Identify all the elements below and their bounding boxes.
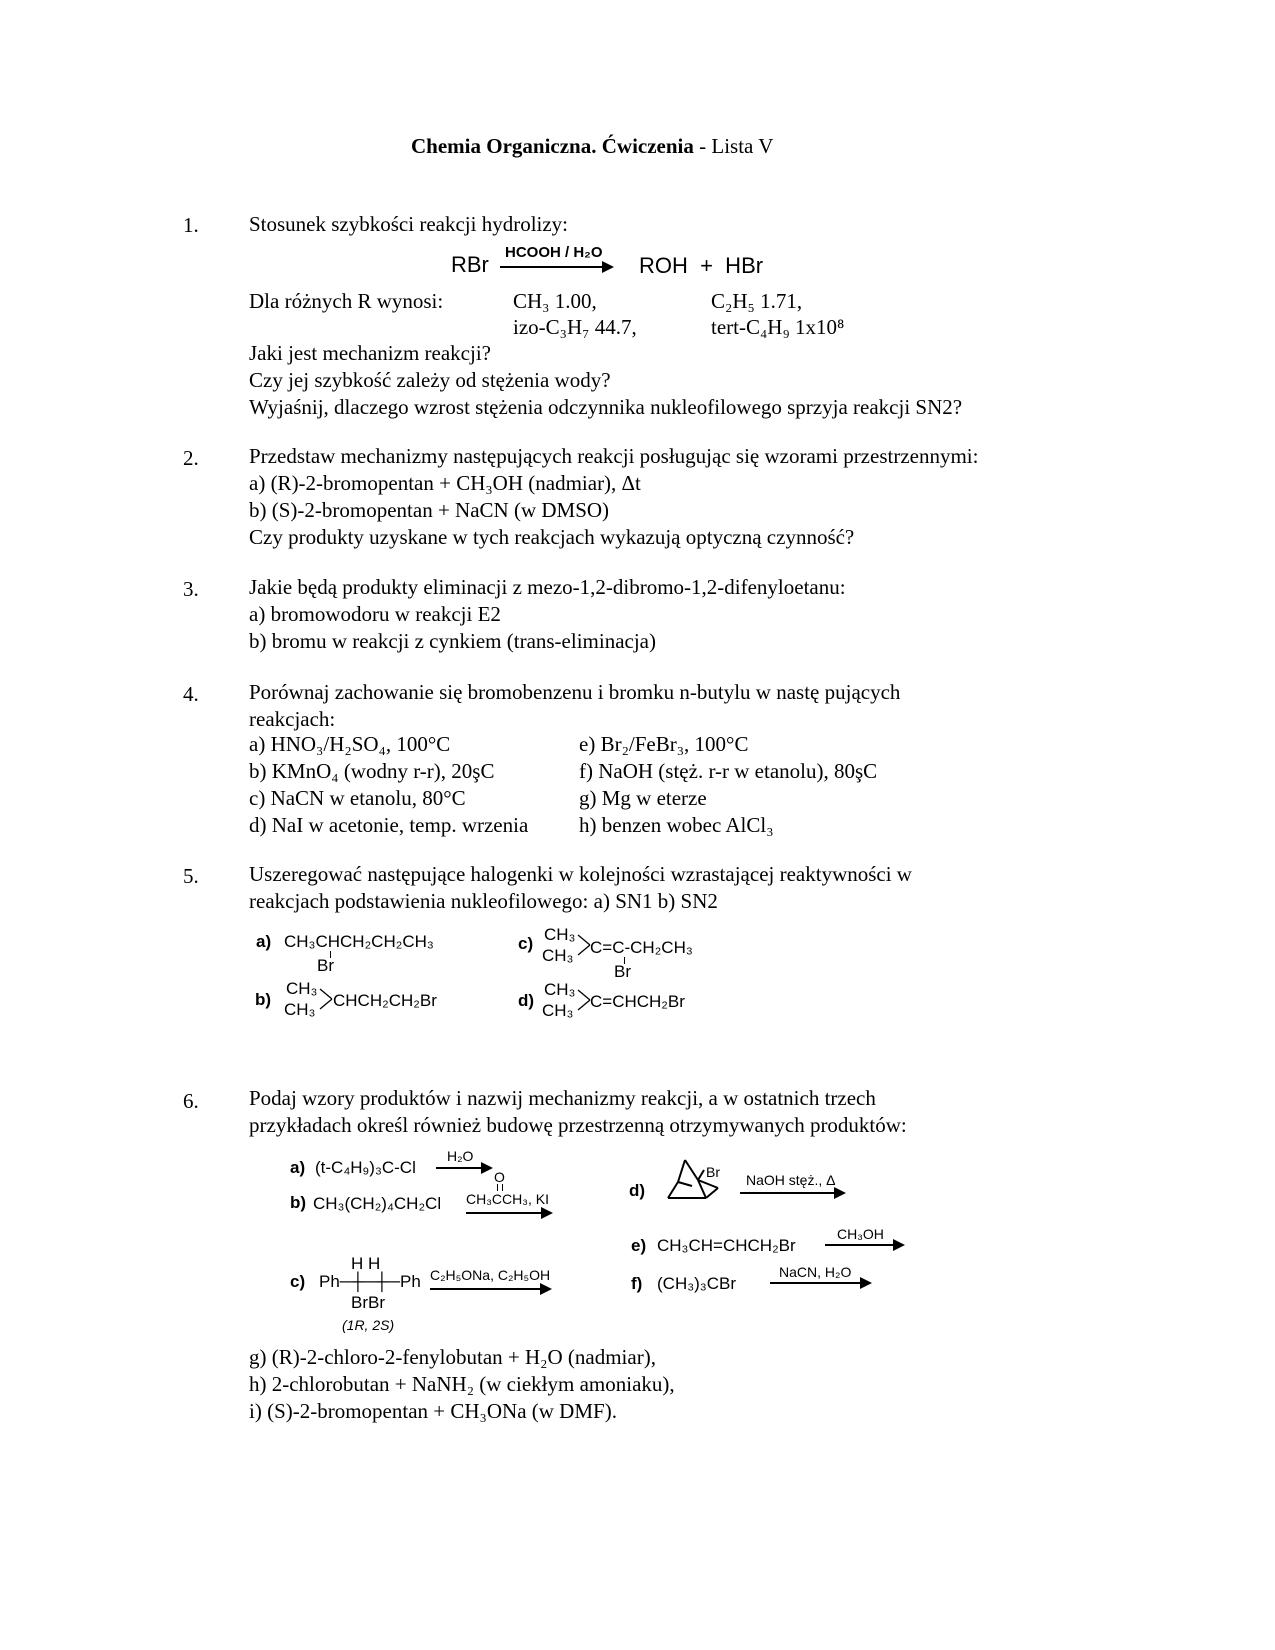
q4-col-right (579, 731, 877, 839)
q5-b-chain: CHCH₂CH₂Br (333, 991, 437, 1010)
q6-e-label: e) (631, 1236, 647, 1255)
q6-f-reagent: NaCN, H₂O (779, 1264, 852, 1280)
q4-item: b) KMnO₄ (wodny r-r), 20şC (249, 759, 495, 783)
q6-b-carbonyl-bond (497, 1184, 503, 1191)
q6-d-arrow (740, 1192, 844, 1194)
q4-intro (249, 679, 900, 733)
q6-e-formula: CH₃CH=CHCH₂Br (657, 1236, 796, 1255)
q1-number: 1. (183, 213, 199, 237)
page-title (411, 134, 773, 159)
q4-intro-line2: reakcjach: (249, 707, 336, 731)
title-list: Lista V (711, 134, 774, 158)
q6-intro (249, 1085, 907, 1139)
q2-number: 2. (183, 446, 199, 470)
q5-b-ch3-top: CH₃ (286, 979, 318, 998)
q4-item: c) NaCN w etanolu, 80°C (249, 786, 466, 810)
q6-c-label: c) (290, 1272, 306, 1291)
q4-item: g) Mg w eterze (579, 786, 707, 810)
q1-reaction-arrow (500, 266, 612, 268)
q6-d-br: Br (706, 1164, 720, 1180)
q1-reagent: HCOOH / H₂O (505, 244, 603, 261)
q1-rate-ch3: CH₃ 1.00, (513, 289, 597, 313)
q6-b-formula: CH₃(CH₂)₄CH₂Cl (313, 1194, 442, 1213)
q5-d-chain: C=CHCH₂Br (590, 992, 685, 1011)
q4-item: d) NaI w acetonie, temp. wrzenia (249, 813, 529, 837)
q6-d-reagent: NaOH stęż., Δ (746, 1172, 836, 1188)
q6-item-h: h) 2-chlorobutan + NaNH₂ (w ciekłym amoniaku), (249, 1372, 675, 1396)
q5-a-label: a) (256, 932, 272, 951)
q4-item: a) HNO₃/H₂SO₄, 100°C (249, 732, 451, 756)
q4-number: 4. (183, 682, 199, 706)
q1-intro: Stosunek szybkości reakcji hydrolizy: (249, 212, 569, 236)
q6-c-formula: Ph─┼─┼─Ph (319, 1272, 421, 1291)
q4-col-left (249, 731, 528, 839)
q1-question-b: Czy jej szybkość zależy od stężenia wody? (249, 368, 611, 392)
q6-c-hydrogens: H H (351, 1254, 381, 1273)
q6-c-bromines: BrBr (351, 1293, 385, 1312)
q6-number: 6. (183, 1089, 199, 1113)
q6-a-formula: (t-C₄H₉)₃C-Cl (315, 1158, 416, 1177)
q4-intro-line1: Porównaj zachowanie się bromobenzenu i bromku n-butylu w nastę pujących (249, 680, 901, 704)
q3-item-a: a) bromowodoru w reakcji E2 (249, 602, 501, 626)
q2-item-b: b) (S)-2-bromopentan + NaCN (w DMSO) (249, 498, 610, 522)
q1-reactant: RBr (451, 252, 489, 277)
q1-rate-label: Dla różnych R wynosi: (249, 289, 444, 313)
q6-b-carbonyl-o: O (494, 1169, 505, 1185)
title-main: Chemia Organiczna. Ćwiczenia (411, 134, 694, 158)
q1-rate-c2h5: C₂H₅ 1.71, (711, 289, 803, 313)
q2-item-a: a) (R)-2-bromopentan + CH₃OH (nadmiar), Δt (249, 471, 641, 495)
q6-c-configuration: (1R, 2S) (342, 1317, 395, 1333)
q5-b-ch3-bottom: CH₃ (284, 1000, 316, 1019)
q6-item-i: i) (S)-2-bromopentan + CH₃ONa (w DMF). (249, 1399, 617, 1423)
q5-intro-line1: Uszeregować następujące halogenki w kolejności wzrastającej reaktywności w (249, 862, 912, 886)
q6-a-arrow (436, 1167, 491, 1169)
q3-block (249, 574, 846, 655)
q5-a-formula: CH₃CHCH₂CH₂CH₃ (284, 932, 434, 951)
q6-b-label: b) (290, 1193, 307, 1212)
q6-item-g: g) (R)-2-chloro-2-fenylobutan + H₂O (nadmiar), (249, 1345, 656, 1369)
q5-c-label: c) (518, 934, 534, 953)
q6-e-arrow (825, 1244, 903, 1246)
q4-item: e) Br₂/FeBr₃, 100°C (579, 732, 749, 756)
q6-d-label: d) (629, 1181, 646, 1200)
q3-number: 3. (183, 577, 199, 601)
q6-a-label: a) (290, 1158, 306, 1177)
q6-a-reagent: H₂O (447, 1148, 474, 1164)
q5-b-label: b) (255, 990, 272, 1009)
q5-c-chain: C=C-CH₂CH₃ (590, 938, 693, 957)
title-dash: - (693, 134, 712, 158)
q6-b-reagent: CH₃CCH₃, KI (466, 1191, 549, 1207)
q5-d-label: d) (518, 991, 535, 1010)
q5-a-br: Br (317, 956, 334, 975)
q6-text-items (249, 1344, 675, 1425)
q6-f-arrow (770, 1282, 870, 1284)
q2-block (249, 443, 978, 551)
q2-intro: Przedstaw mechanizmy następujących reakcji posługując się wzorami przestrzennymi: (249, 444, 979, 468)
q5-c-ch3-bottom: CH₃ (542, 946, 574, 965)
q5-intro-line2: reakcjach podstawienia nukleofilowego: a) SN1 b) SN2 (249, 889, 718, 913)
q6-e-reagent: CH₃OH (837, 1226, 884, 1242)
q6-intro-line2: przykładach określ również budowę przestrzenną otrzymywanych produktów: (249, 1113, 907, 1137)
q3-item-b: b) bromu w reakcji z cynkiem (trans-eliminacja) (249, 629, 656, 653)
q6-f-label: f) (631, 1274, 643, 1293)
q5-d-ch3-bottom: CH₃ (542, 1001, 574, 1020)
q6-c-reagent: C₂H₅ONa, C₂H₅OH (430, 1267, 551, 1283)
q5-c-ch3-top: CH₃ (544, 925, 576, 944)
q6-c-arrow (430, 1288, 550, 1290)
q2-question: Czy produkty uzyskane w tych reakcjach wykazują optyczną czynność? (249, 525, 855, 549)
q6-intro-line1: Podaj wzory produktów i nazwij mechanizmy reakcji, a w ostatnich trzech (249, 1086, 876, 1110)
q5-number: 5. (183, 864, 199, 888)
q1-rate-izo: izo-C₃H₇ 44.7, (513, 315, 637, 339)
q5-d-ch3-top: CH₃ (544, 980, 576, 999)
q6-f-formula: (CH₃)₃CBr (657, 1274, 736, 1293)
q1-question-a: Jaki jest mechanizm reakcji? (249, 341, 491, 365)
q1-rate-tert: tert-C₄H₉ 1x10⁸ (711, 315, 845, 339)
q1-question-c: Wyjaśnij, dlaczego wzrost stężenia odczynnika nukleofilowego sprzyja reakcji SN2? (249, 395, 963, 419)
q1-products: ROH + HBr (639, 253, 764, 278)
q3-intro: Jakie będą produkty eliminacji z mezo-1,2-dibromo-1,2-difenyloetanu: (249, 575, 846, 599)
q5-c-br: Br (614, 962, 631, 981)
q6-b-arrow (466, 1212, 551, 1214)
q1-questions (249, 340, 962, 421)
q5-intro (249, 861, 912, 915)
q4-item: f) NaOH (stęż. r-r w etanolu), 80şC (579, 759, 878, 783)
q4-item: h) benzen wobec AlCl₃ (579, 813, 774, 837)
